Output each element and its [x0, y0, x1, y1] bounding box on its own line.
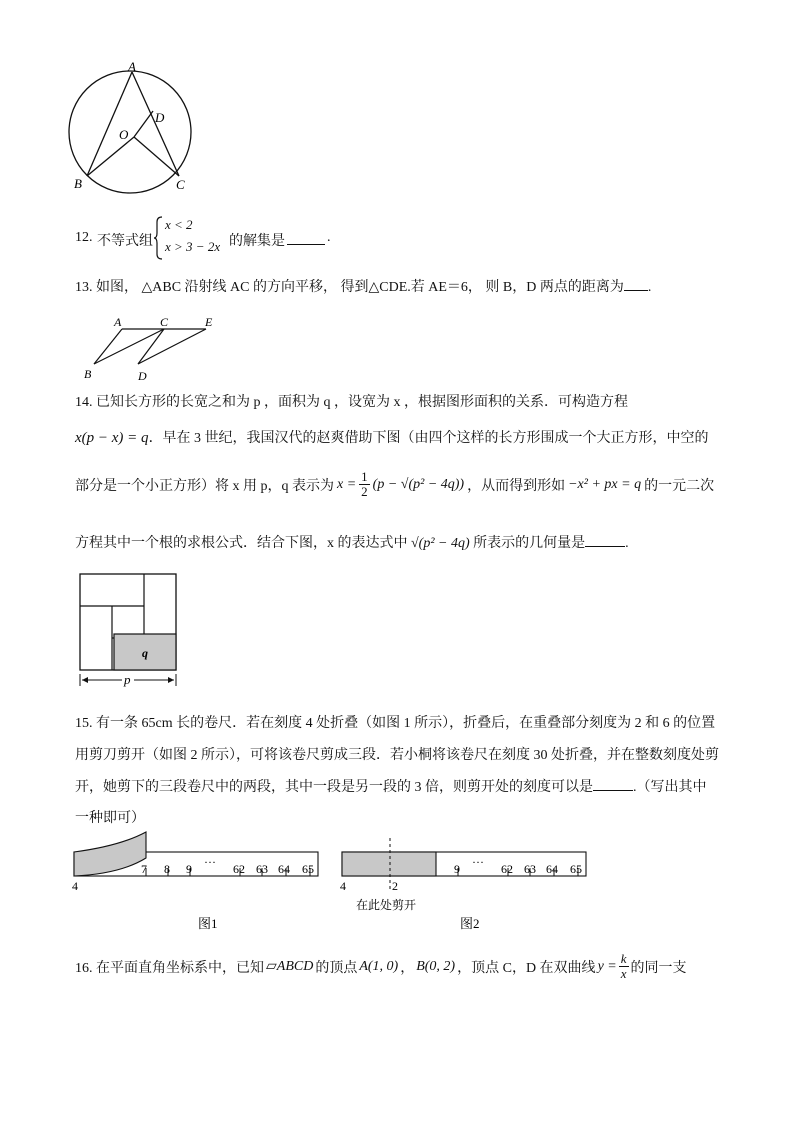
q14-formula: x(p − x) = q — [75, 430, 149, 446]
q14-line-4-b: 所表示的几何量是 — [473, 536, 586, 551]
tick-8: 8 — [164, 862, 170, 876]
zhao-shuang-figure — [76, 570, 180, 692]
label-A: A — [114, 315, 122, 329]
translation-figure — [80, 312, 230, 384]
q14-line-2 — [75, 427, 709, 447]
q14-line-4-a: 方程其中一个根的求根公式．结合下图，x 的表达式中 — [75, 536, 408, 551]
q14-line-3-b: ，从而得到形如 — [467, 478, 566, 494]
q14-sqrt: √(p² − 4q) — [411, 536, 470, 551]
tick-65: 65 — [302, 862, 314, 876]
q16-text-a: 16. 在平面直角坐标系中，已知 — [75, 960, 264, 976]
tick-4: 4 — [72, 879, 78, 893]
q14-equation: −x² + px = q — [568, 476, 642, 492]
q16-text-c: ，顶点 C，D 在双曲线 — [457, 960, 596, 976]
tick-ellipsis: ··· — [472, 855, 484, 869]
q14-x-eq: x = — [337, 476, 357, 492]
q15-line-3-text: 开，她剪下的三段卷尺中的两段，其中一段是另一段的 3 倍，则剪开处的刻度可以是 — [75, 780, 593, 795]
q12-text-after: 的解集是 — [229, 234, 285, 249]
circle-figure — [62, 62, 202, 197]
tick-63: 63 — [256, 862, 268, 876]
q16-line — [75, 952, 687, 981]
q13-end: . — [647, 280, 652, 295]
cut-label: 在此处剪开 — [356, 898, 417, 912]
q14-frac-den: 2 — [361, 484, 368, 499]
tick-62: 62 — [501, 862, 513, 876]
tick-64: 64 — [546, 862, 558, 876]
label-O: O — [119, 127, 129, 142]
q12-number: 12. — [75, 230, 93, 245]
q16-point-b: B(0, 2) — [416, 958, 456, 974]
q12-ineq-1: x < 2 — [165, 217, 193, 232]
tick-62: 62 — [233, 862, 245, 876]
q16-curve-y: y = — [597, 958, 617, 974]
cut-mark-2: 2 — [392, 879, 398, 893]
tick-ellipsis: ··· — [204, 855, 216, 869]
q14-line-3-c: 的一元二次 — [644, 478, 715, 494]
q16-point-a: A(1, 0) — [359, 958, 399, 974]
fig2-caption: 图2 — [460, 916, 480, 931]
q13-body: 13. 如图， △ABC 沿射线 AC 的方向平移， 得到△CDE.若 AE＝6， 则 B，D 两点的距离为 — [75, 280, 624, 295]
brace-icon — [153, 216, 163, 260]
q12-ineq-2: x > 3 − 2x — [165, 239, 221, 254]
q16-frac-den: x — [620, 966, 627, 981]
q14-frac-num: 1 — [361, 469, 368, 484]
q12-answer-blank[interactable] — [287, 230, 325, 245]
label-B: B — [74, 176, 82, 191]
q16-parallelogram: ▱ABCD — [266, 959, 314, 974]
q12-text-before: 不等式组 — [97, 234, 153, 249]
label-D: D — [155, 110, 165, 125]
tick-63: 63 — [524, 862, 536, 876]
tape-figure-2 — [338, 830, 598, 940]
q13-text — [75, 276, 651, 296]
tick-7: 7 — [141, 862, 147, 876]
q14-fraction — [359, 470, 370, 499]
q15-line-4: 一种即可） — [75, 811, 145, 826]
q16-frac-num: k — [620, 951, 627, 966]
q14-line-4 — [75, 532, 629, 552]
label-D: D — [138, 369, 147, 383]
q14-paren-expr: (p − √(p² − 4q)) — [372, 476, 465, 492]
q15-line-3 — [75, 776, 707, 796]
tape-figure-1 — [70, 830, 330, 930]
q14-end: . — [625, 536, 629, 551]
q15-answer-blank[interactable] — [593, 776, 633, 791]
q14-line-2-text: ．早在 3 世纪，我国汉代的赵爽借助下图（由四个这样的长方形围成一个大正方形，中空的 — [148, 431, 709, 446]
tick-64: 64 — [278, 862, 290, 876]
q15-line-2: 用剪刀剪开（如图 2 所示），可将该卷尺剪成三段．若小桐将该卷尺在刻度 30 处折叠，并在整数刻度处剪 — [75, 748, 719, 763]
tick-4: 4 — [340, 879, 346, 893]
q16-sep: ， — [400, 960, 415, 976]
label-E: E — [205, 315, 213, 329]
q14-line-3 — [75, 470, 714, 499]
q16-fraction — [619, 952, 629, 981]
q16-text-d: 的同一支 — [630, 960, 687, 976]
fig-p-label: p — [124, 672, 131, 687]
fig-q-label: q — [142, 646, 148, 660]
label-C: C — [176, 177, 185, 192]
q12-end: . — [327, 230, 331, 245]
tick-9: 9 — [454, 862, 460, 876]
tick-65: 65 — [570, 862, 582, 876]
q15-line-3-end: .（写出其中 — [633, 780, 707, 795]
label-A: A — [128, 62, 136, 74]
label-C: C — [160, 315, 169, 329]
q14-answer-blank[interactable] — [585, 532, 625, 547]
q13-answer-blank[interactable] — [624, 276, 648, 291]
label-B: B — [84, 367, 92, 381]
q14-line-3-a: 部分是一个小正方形）将 x 用 p，q 表示为 — [75, 478, 334, 494]
q14-line-1: 14. 已知长方形的长宽之和为 p ，面积为 q ，设宽为 x ，根据图形面积的关系．可构造方程 — [75, 395, 628, 410]
tick-9: 9 — [186, 862, 192, 876]
fig1-caption: 图1 — [198, 916, 218, 930]
q16-text-b: 的顶点 — [315, 960, 358, 976]
q15-line-1: 15. 有一条 65cm 长的卷尺．若在刻度 4 处折叠（如图 1 所示），折叠后，在重叠部分刻度为 2 和 6 的位置 — [75, 716, 716, 731]
